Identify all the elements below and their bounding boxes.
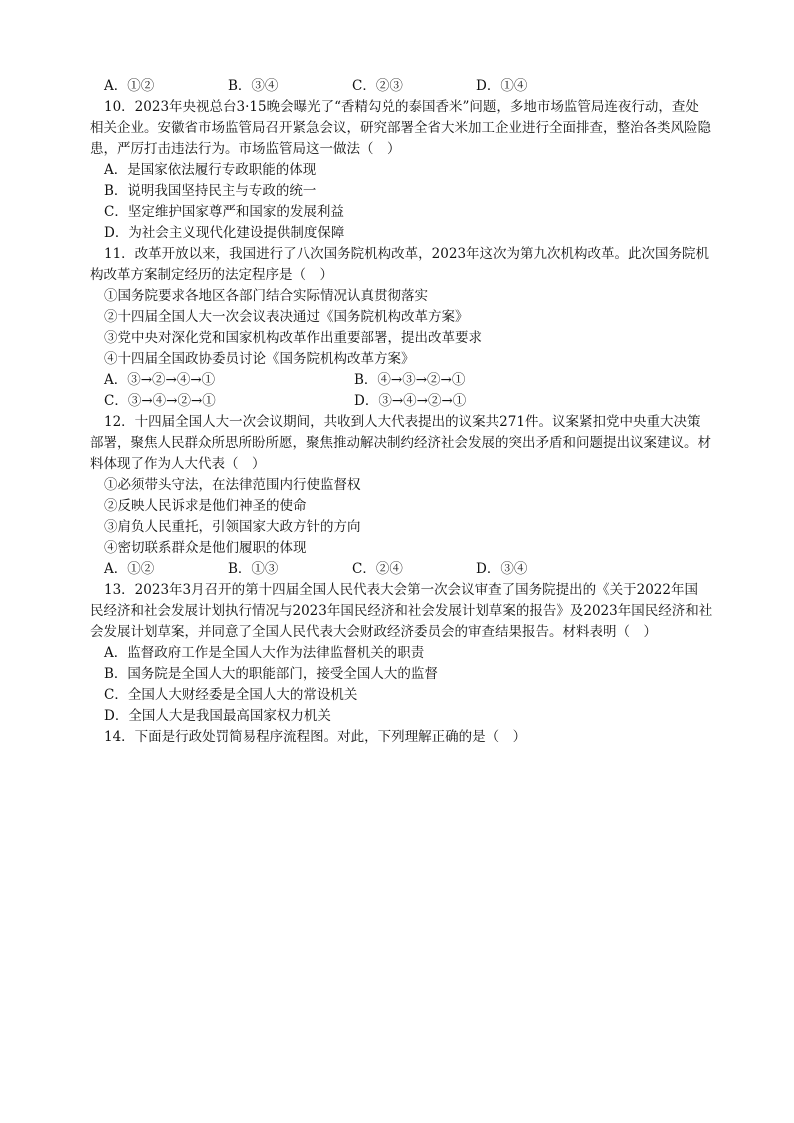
q11-item-3: ③党中央对深化党和国家机构改革作出重要部署，提出改革要求 (104, 330, 482, 346)
q9-options (104, 76, 722, 96)
q11-item-1: ①国务院要求各地区各部门结合实际情况认真贯彻落实 (104, 288, 428, 304)
q10-stem-line-2: 相关企业。安徽省市场监管局召开紧急会议，研究部署全省大米加工企业进行全面排查，整治各类风险隐 (90, 120, 711, 136)
q9-option-a[interactable]: A．①② (104, 78, 155, 94)
q12-stem-line-3: 料体现了作为人大代表（ ） (90, 456, 266, 472)
q13-stem-line-3: 会发展计划草案，并同意了全国人民代表大会财政经济委员会的审查结果报告。材料表明（ ） (90, 624, 657, 640)
q13-option-b[interactable]: B．国务院是全国人大的职能部门，接受全国人大的监督 (104, 666, 438, 682)
q12-item-4: ④密切联系群众是他们履职的体现 (104, 540, 307, 556)
q11-option-d[interactable]: D．③→④→②→① (354, 393, 467, 409)
q12-option-c[interactable]: C．②④ (352, 561, 403, 577)
q13-stem-line-2: 民经济和社会发展计划执行情况与2023年国民经济和社会发展计划草案的报告》及2023年国民经济和社 (90, 603, 713, 619)
q12-item-1: ①必须带头守法，在法律范围内行使监督权 (104, 477, 361, 493)
q11-item-4: ④十四届全国政协委员讨论《国务院机构改革方案》 (104, 351, 415, 367)
q11-option-c[interactable]: C．③→④→②→① (104, 393, 216, 409)
q13-option-a[interactable]: A．监督政府工作是全国人大作为法律监督机关的职责 (104, 645, 425, 661)
q12-option-d[interactable]: D．③④ (476, 561, 528, 577)
q10-stem-line-1: 10．2023年央视总台3·15晚会曝光了“香精勾兑的泰国香米”问题，多地市场监管局连夜行动，查处 (104, 99, 699, 115)
q10-option-c[interactable]: C．坚定维护国家尊严和国家的发展利益 (104, 204, 344, 220)
q11-option-a[interactable]: A．③→②→④→① (104, 372, 216, 388)
q10-option-a[interactable]: A．是国家依法履行专政职能的体现 (104, 162, 317, 178)
q11-stem-line-2: 构改革方案制定经历的法定程序是（ ） (90, 267, 333, 283)
q12-item-2: ②反映人民诉求是他们神圣的使命 (104, 498, 307, 514)
q9-option-c[interactable]: C．②③ (352, 78, 403, 94)
q11-options-row-2 (104, 391, 722, 411)
q10-option-b[interactable]: B．说明我国坚持民主与专政的统一 (104, 183, 317, 199)
q10-stem-line-3: 患，严厉打击违法行为。市场监管局这一做法（ ） (90, 141, 401, 157)
q13-option-d[interactable]: D．全国人大是我国最高国家权力机关 (104, 708, 331, 724)
q12-item-3: ③肩负人民重托，引领国家大政方针的方向 (104, 519, 361, 535)
q10-option-d[interactable]: D．为社会主义现代化建设提供制度保障 (104, 225, 345, 241)
q9-option-b[interactable]: B．③④ (228, 78, 279, 94)
q13-stem-line-1: 13．2023年3月召开的第十四届全国人民代表大会第一次会议审查了国务院提出的《关于2022年国 (104, 582, 698, 598)
q11-item-2: ②十四届全国人大一次会议表决通过《国务院机构改革方案》 (104, 309, 469, 325)
q11-options-row-1 (104, 370, 722, 390)
q9-option-d[interactable]: D．①④ (476, 78, 528, 94)
q14-stem-line-1: 14．下面是行政处罚简易程序流程图。对此，下列理解正确的是（ ） (104, 729, 527, 745)
q13-option-c[interactable]: C．全国人大财经委是全国人大的常设机关 (104, 687, 358, 703)
q12-options (104, 559, 722, 579)
q12-stem-line-1: 12．十四届全国人大一次会议期间，共收到人大代表提出的议案共271件。议案紧扣党中央重大决策 (104, 414, 701, 430)
q11-stem-line-1: 11．改革开放以来，我国进行了八次国务院机构改革，2023年这次为第九次机构改革。此次国务院机 (104, 246, 710, 262)
q11-option-b[interactable]: B．④→③→②→① (354, 372, 466, 388)
q12-stem-line-2: 部署，聚焦人民群众所思所盼所愿，聚焦推动解决制约经济社会发展的突出矛盾和问题提出议案建议。材 (90, 435, 711, 451)
q12-option-b[interactable]: B．①③ (228, 561, 279, 577)
q12-option-a[interactable]: A．①② (104, 561, 155, 577)
